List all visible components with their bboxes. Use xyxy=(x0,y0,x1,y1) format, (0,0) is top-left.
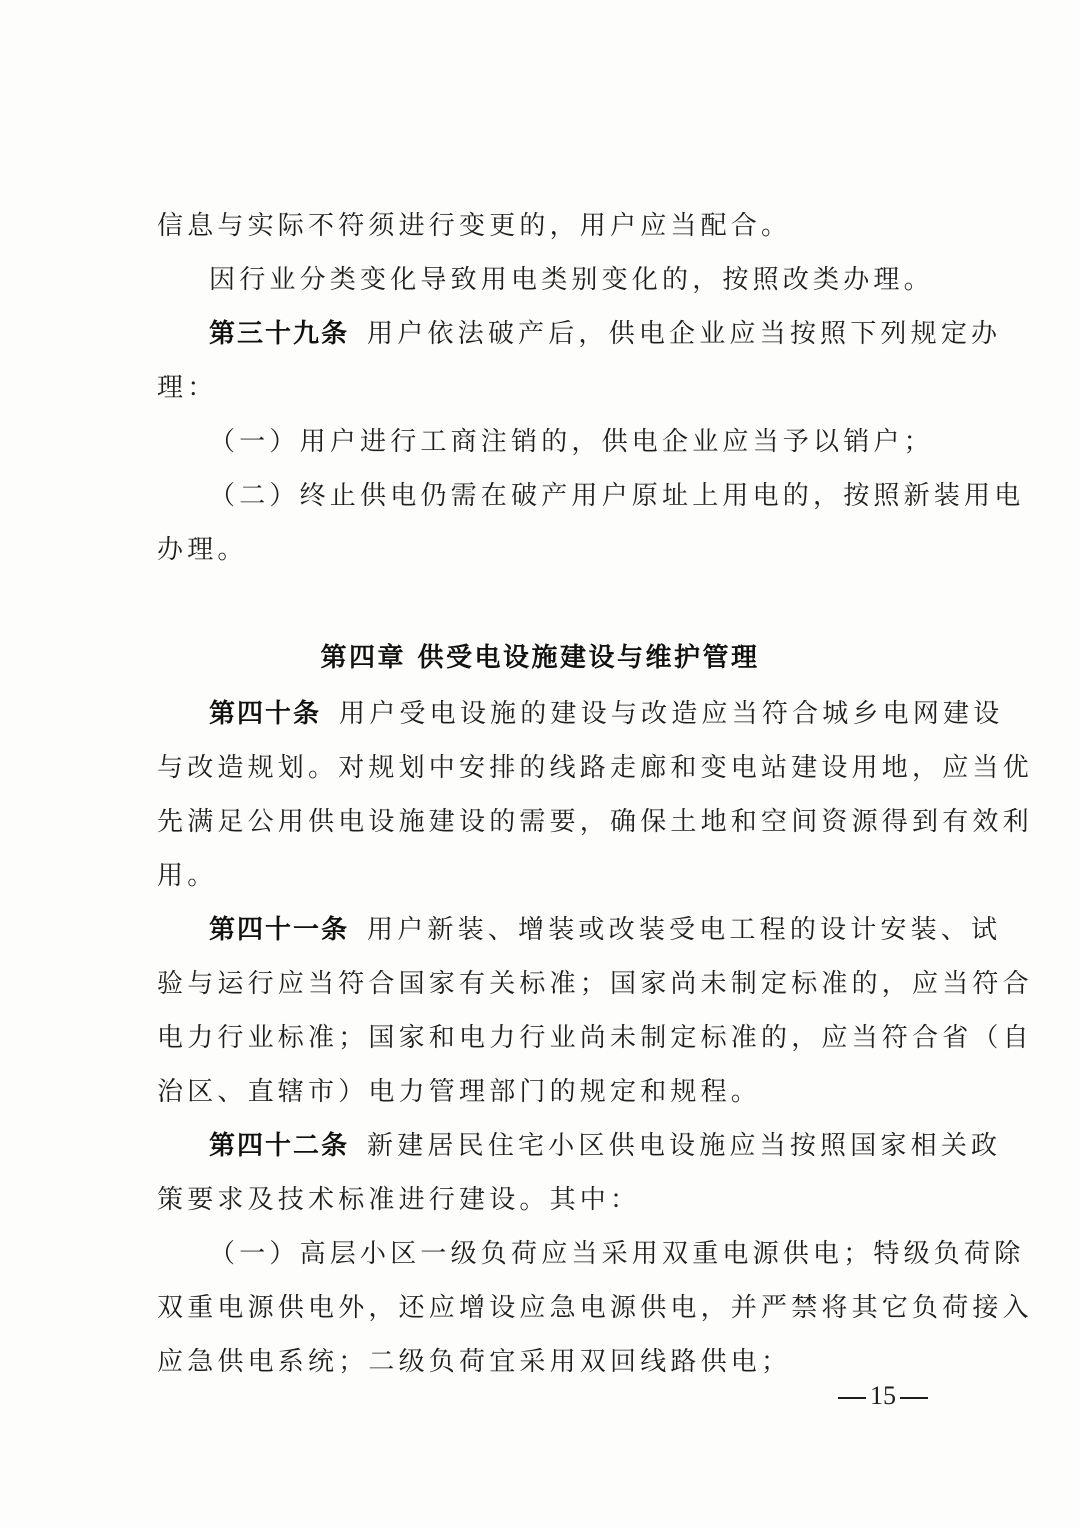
paragraph-line: 验与运行应当符合国家有关标准；国家尚未制定标准的，应当符合 xyxy=(157,969,1033,999)
list-item: （一）高层小区一级负荷应当采用双重电源供电；特级负荷除 xyxy=(209,1239,1025,1269)
article-41-line xyxy=(209,912,1001,948)
dash-left xyxy=(838,1397,866,1399)
paragraph-line: 电力行业标准；国家和电力行业尚未制定标准的，应当符合省（自 xyxy=(157,1023,1033,1053)
article-40-heading: 第四十条 xyxy=(209,699,322,729)
paragraph-line: 先满足公用供电设施建设的需要，确保土地和空间资源得到有效利 xyxy=(157,807,1033,837)
paragraph-line: 因行业分类变化导致用电类别变化的，按照改类办理。 xyxy=(209,265,934,295)
article-39-line xyxy=(209,316,1001,352)
article-40-text: 用户受电设施的建设与改造应当符合城乡电网建设 xyxy=(339,699,1004,729)
paragraph-line: 理： xyxy=(157,373,218,403)
list-item: （一）用户进行工商注销的，供电企业应当予以销户； xyxy=(209,427,934,457)
article-41-heading: 第四十一条 xyxy=(209,915,350,945)
paragraph-line: 信息与实际不符须进行变更的，用户应当配合。 xyxy=(157,211,792,241)
paragraph-line: 用。 xyxy=(157,861,218,891)
paragraph-line: 治区、直辖市）电力管理部门的规定和规程。 xyxy=(157,1077,762,1107)
paragraph-line: 与改造规划。对规划中安排的线路走廊和变电站建设用地，应当优 xyxy=(157,753,1033,783)
chapter-title: 第四章 供受电设施建设与维护管理 xyxy=(320,643,760,673)
dash-right xyxy=(900,1397,928,1399)
page-number-value: 15 xyxy=(870,1381,896,1410)
paragraph-line: 应急供电系统；二级负荷宜采用双回线路供电； xyxy=(157,1347,792,1377)
article-39-heading: 第三十九条 xyxy=(209,319,350,349)
article-39-text: 用户依法破产后，供电企业应当按照下列规定办 xyxy=(367,319,1002,349)
article-42-text: 新建居民住宅小区供电设施应当按照国家相关政 xyxy=(367,1131,1002,1161)
paragraph-line: 双重电源供电外，还应增设应急电源供电，并严禁将其它负荷接入 xyxy=(157,1293,1033,1323)
article-40-line xyxy=(209,696,1003,732)
paragraph-line: 策要求及技术标准进行建设。其中： xyxy=(157,1185,641,1215)
paragraph-line: 办理。 xyxy=(157,535,248,565)
article-41-text: 用户新装、增装或改装受电工程的设计安装、试 xyxy=(367,915,1002,945)
article-42-heading: 第四十二条 xyxy=(209,1131,350,1161)
page-number xyxy=(838,1378,928,1414)
list-item: （二）终止供电仍需在破产用户原址上用电的，按照新装用电 xyxy=(209,481,1025,511)
article-42-line xyxy=(209,1128,1001,1164)
